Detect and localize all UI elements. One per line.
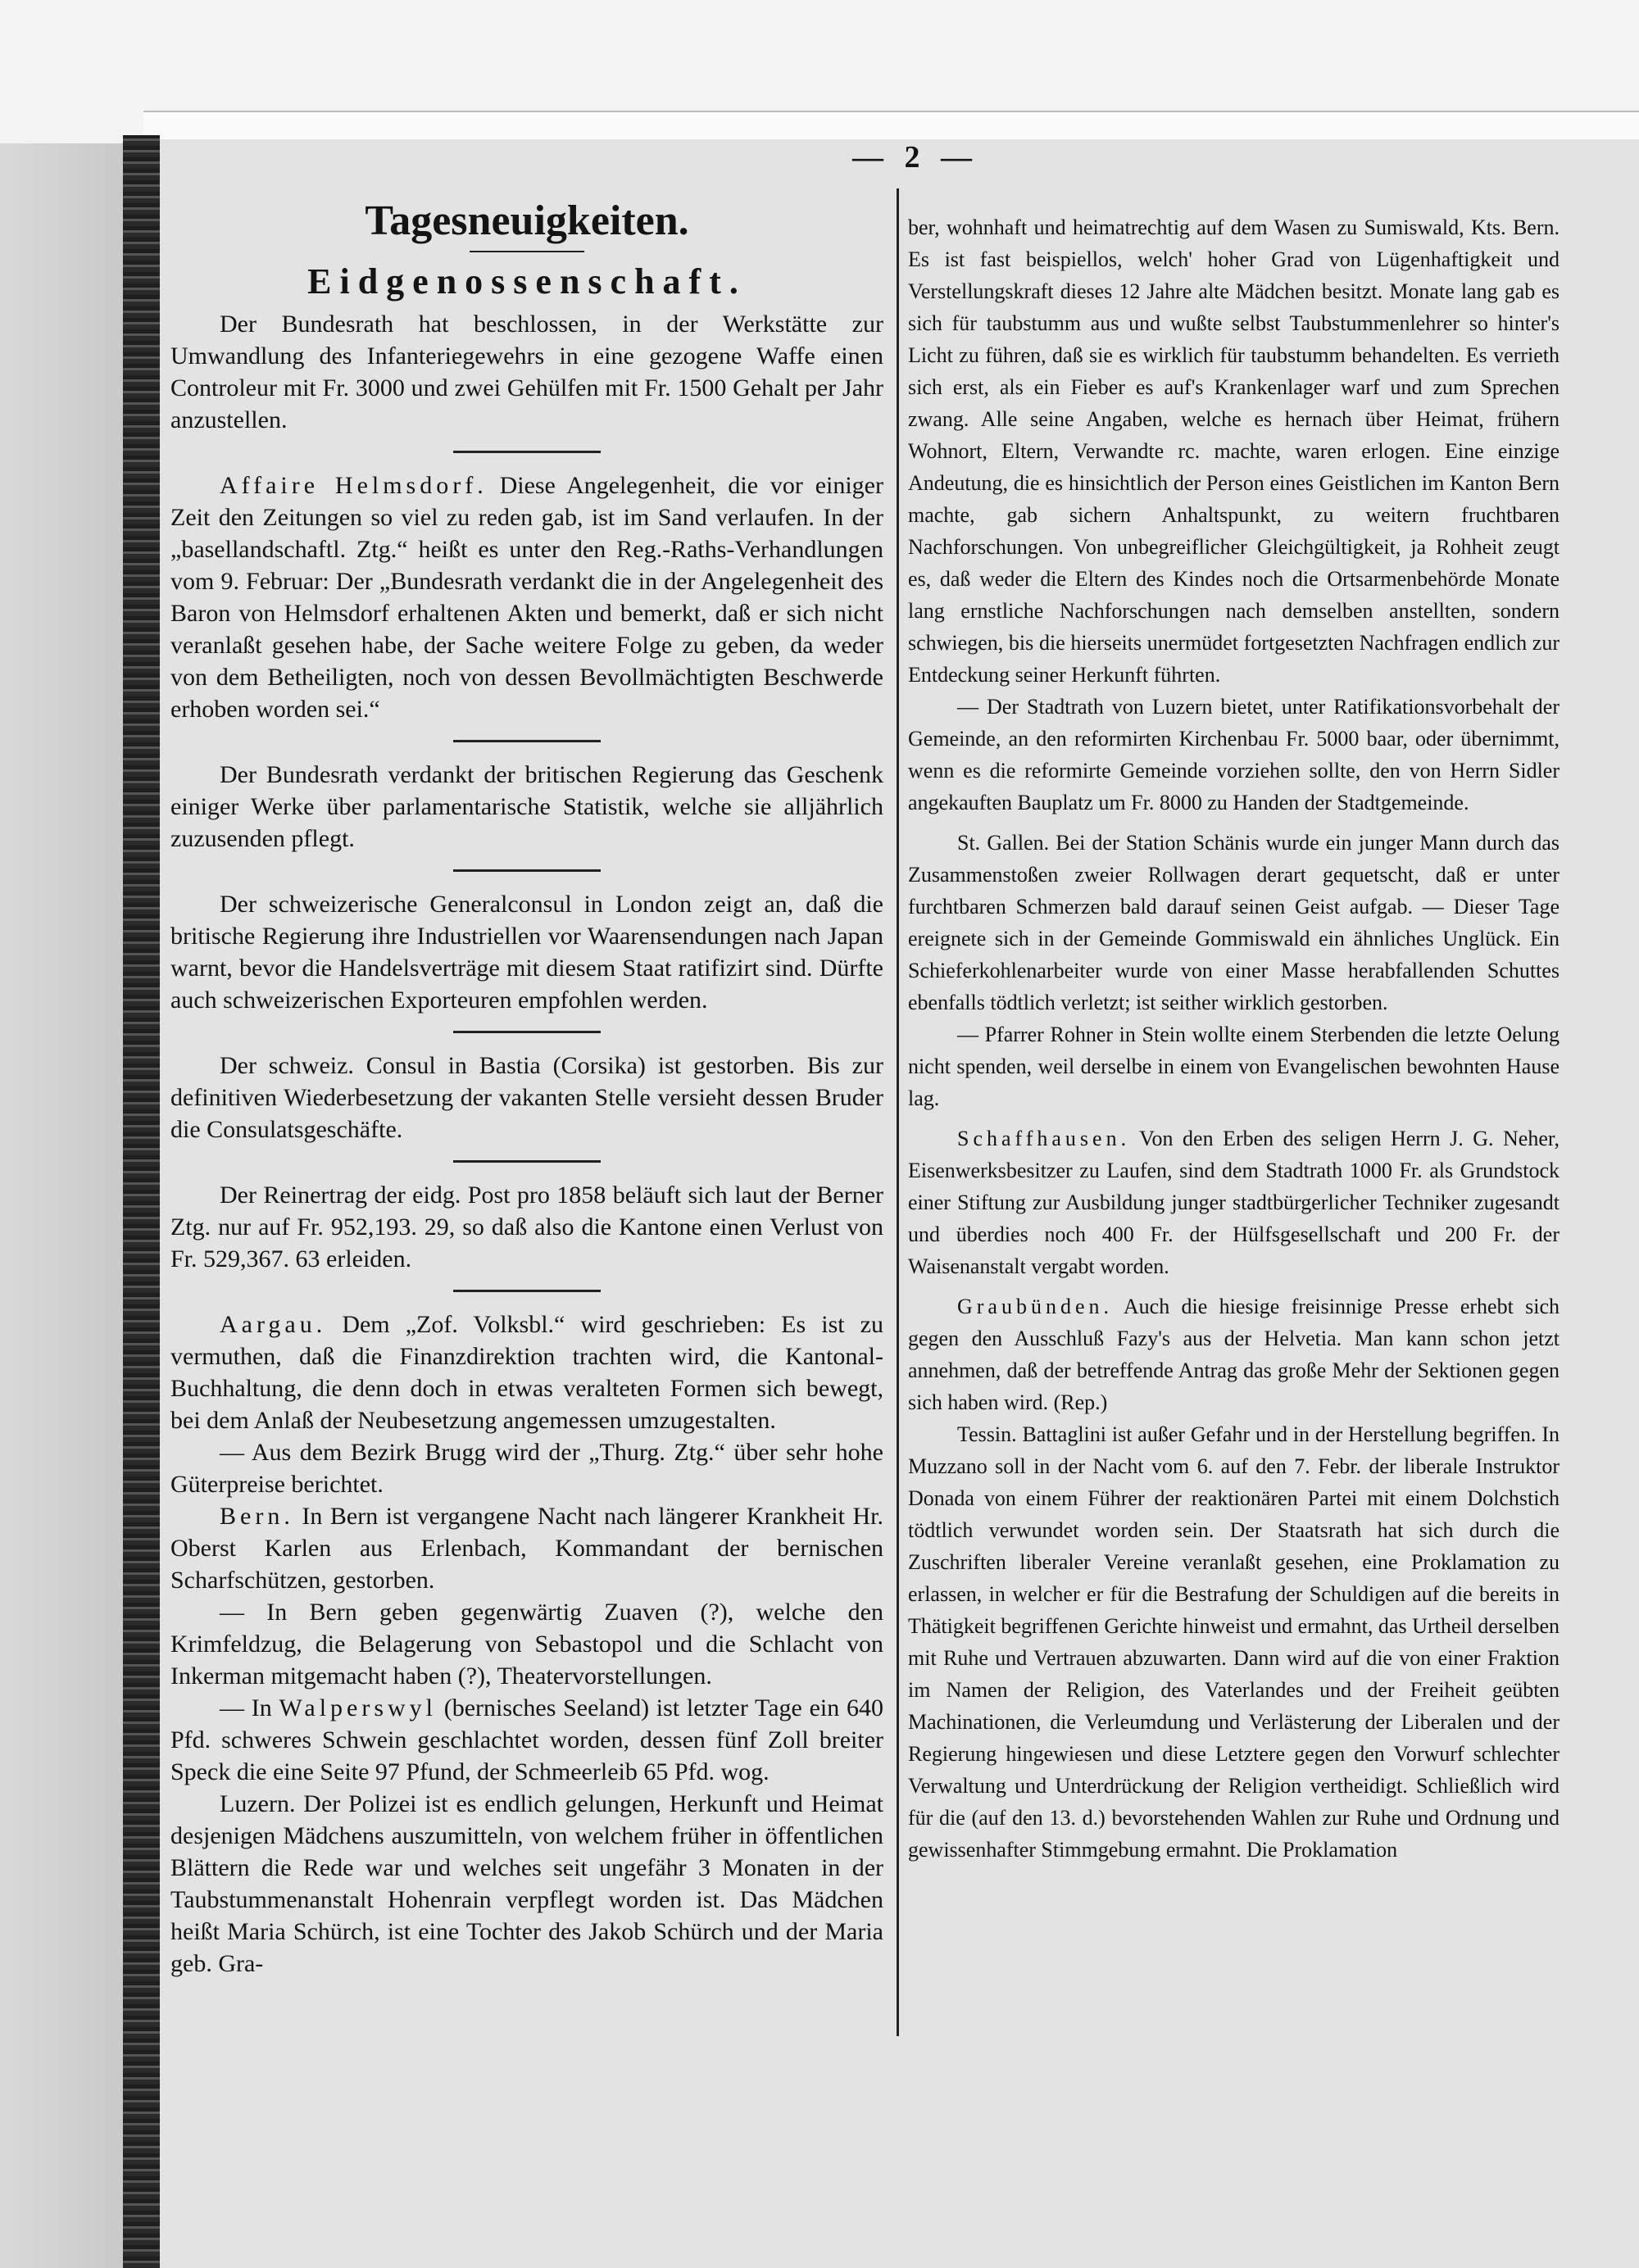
canton-lead: Bern. [220, 1503, 294, 1530]
canton-lead: Aargau. [220, 1311, 327, 1338]
article-lead: Affaire Helmsdorf. [220, 472, 488, 499]
article-divider [453, 451, 601, 453]
canton-paragraph: Bern. In Bern ist vergangene Nacht nach längerer Krankheit Hr. Oberst Karlen aus Erlenbach, Kommandant der bernischen Scharfschützen, gestorben. [170, 1503, 883, 1594]
canton-lead: Tessin. [957, 1422, 1017, 1446]
article-divider [453, 1290, 601, 1292]
right-column [908, 211, 1560, 1866]
canton-paragraph: — Aus dem Bezirk Brugg wird der „Thurg. Ztg.“ über sehr hohe Güterpreise berichtet. [170, 1439, 883, 1498]
title-divider [470, 251, 584, 252]
article-paragraph: Der Bundesrath hat beschlossen, in der Werkstätte zur Umwandlung des Infanteriegewehrs in eine gezogene Waffe einen Controleur mit Fr. 3000 und zwei Gehülfen mit Fr. 1500 Gehalt per Jahr anzustellen. [170, 311, 883, 433]
article-divider [453, 1031, 601, 1033]
article-paragraph: Der schweiz. Consul in Bastia (Corsika) ist gestorben. Bis zur definitiven Wiederbesetzung der vakanten Stelle versieht dessen Bruder die Consulatsgeschäfte. [170, 1052, 883, 1143]
article-divider [453, 869, 601, 872]
canton-lead: St. Gallen. [957, 831, 1050, 855]
book-binding [123, 135, 160, 2268]
article-paragraph: Der Reinertrag der eidg. Post pro 1858 beläuft sich laut der Berner Ztg. nur auf Fr. 952,193. 29, so daß also die Kantone einen Verlust von Fr. 529,367. 63 erleiden. [170, 1182, 883, 1272]
canton-paragraph: — In Walperswyl (bernisches Seeland) ist letzter Tage ein 640 Pfd. schweres Schwein geschlachtet worden, dessen fünf Zoll breiter Speck die eine Seite 97 Pfund, der Schmeerleib 65 Pfd. wog. [170, 1694, 883, 1785]
place-lead: Walperswyl [279, 1694, 438, 1721]
page-number: — 2 — [852, 140, 978, 175]
canton-paragraph: — In Bern geben gegenwärtig Zuaven (?), welche den Krimfeldzug, die Belagerung von Sebastopol und die Schlacht von Inkerman mitgemacht haben (?), Theatervorstellungen. [170, 1599, 883, 1690]
article-paragraph: Der Bundesrath verdankt der britischen Regierung das Geschenk einiger Werke über parlamentarische Statistik, welche sie alljährlich zuzusenden pflegt. [170, 761, 883, 852]
news-paragraph: St. Gallen. Bei der Station Schänis wurde ein junger Mann durch das Zusammenstoßen zweier Rollwagen derart gequetscht, daß er unter furchtbaren Schmerzen bald darauf seinen Geist aufgab. — Dieser Tage ereignete sich in der Gemeinde Gommiswald ein ähnliches Unglück. Ein Schieferkohlenarbeiter wurde von einer Masse herabfallenden Schuttes ebenfalls tödtlich verletzt; ist seither wirklich gestorben. [908, 831, 1560, 1014]
continued-paragraph: ber, wohnhaft und heimatrechtig auf dem Wasen zu Sumiswald, Kts. Bern. Es ist fast beispiellos, welch' hoher Grad von Lügenhaftigkeit und Verstellungskraft dieses 12 Jahre alte Mädchen besitzt. Monate lang gab es sich für taubstumm aus und wußte selbst Taubstummenlehrer so hinter's Licht zu führen, daß sie es wirklich für taubstumm behandelten. Es verrieth sich erst, als ein Fieber es auf's Krankenlager warf und zum Sprechen zwang. Alle seine Angaben, welche es hernach über Heimat, frühern Wohnort, Eltern, Verwandte rc. machte, waren erlogen. Eine einzige Andeutung, die es hinsichtlich der Person eines Geistlichen im Kanton Bern machte, gab sichern Anhaltspunkt, zu weitern fruchtbaren Nachforschungen. Von unbegreiflicher Gleichgültigkeit, ja Rohheit zeugt es, daß weder die Eltern des Kindes noch die Ortsarmenbehörde Monate lang ernstliche Nachforschungen nach demselben anstellten, sondern schwiegen, bis die hierseits unermüdet fortgesetzten Nachfragen endlich zur Entdeckung seiner Herkunft führten. [908, 215, 1560, 687]
canton-paragraph: Luzern. Der Polizei ist es endlich gelungen, Herkunft und Heimat desjenigen Mädchens auszumitteln, von welchem früher in öffentlichen Blättern die Rede war und welches seit ungefähr 3 Monaten in der Taubstummenanstalt Hohenrain verpflegt worden ist. Das Mädchen heißt Maria Schürch, ist eine Tochter des Jakob Schürch und der Maria geb. Gra- [170, 1790, 883, 1977]
canton-lead: Graubünden. [957, 1295, 1114, 1318]
scan-left-margin [0, 143, 123, 2268]
news-paragraph: — Der Stadtrath von Luzern bietet, unter Ratifikationsvorbehalt der Gemeinde, an den reformirten Kirchenbau Fr. 5000 baar, oder übernimmt, wenn es die reformirte Gemeinde vorziehen sollte, den von Herrn Sidler angekauften Bauplatz um Fr. 8000 zu Handen der Stadtgemeinde. [908, 695, 1560, 814]
news-paragraph: Tessin. Battaglini ist außer Gefahr und in der Herstellung begriffen. In Muzzano soll in der Nacht vom 6. auf den 7. Febr. der liberale Instruktor Donada von einem Führer der reaktionären Partei mit einem Dolchstich tödtlich verwundet worden sein. Der Staatsrath hat sich durch die Zuschriften liberaler Vereine veranlaßt gesehen, eine Proklamation zu erlassen, in welcher er für die Bestrafung der Schuldigen auf die bereits in Thätigkeit begriffenen Gerichte hinweist und ermahnt, das Urtheil derselben mit Ruhe und Vertrauen abzuwarten. Dann wird auf die von einer Fraktion im Namen der Religion, des Vaterlandes und der Freiheit geübten Machinationen, die Verleumdung und Verlästerung der Liberalen und der Regierung hingewiesen und diese Letztere gegen den Vorwurf schlechter Verwaltung und Unterdrückung der Religion vertheidigt. Schließlich wird für die (auf den 13. d.) bevorstehenden Wahlen zur Ruhe und Ordnung und gewissenhafter Stimmgebung ermahnt. Die Proklamation [908, 1422, 1560, 1862]
news-paragraph: Graubünden. Auch die hiesige freisinnige Presse erhebt sich gegen den Ausschluß Fazy's aus der Helvetia. Man kann schon jetzt annehmen, daß der betreffende Antrag das große Mehr der Sektionen gegen sich haben wird. (Rep.) [908, 1295, 1560, 1414]
canton-paragraph: Aargau. Dem „Zof. Volksbl.“ wird geschrieben: Es ist zu vermuthen, daß die Finanzdirektion trachten wird, die Kantonal-Buchhaltung, die denn doch in etwas veralteten Formen sich bewegt, bei dem Anlaß der Neubesetzung angemessen umzugestalten. [170, 1311, 883, 1434]
article-divider [453, 740, 601, 742]
canton-lead: Schaffhausen. [957, 1127, 1131, 1150]
left-column [170, 197, 883, 1980]
subsection-title: Eidgenossenschaft. [307, 261, 747, 302]
article-paragraph: Affaire Helmsdorf. Diese Angelegenheit, die vor einiger Zeit den Zeitungen so viel zu reden gab, ist im Sand verlaufen. In der „basellandschaftl. Ztg.“ heißt es unter den Reg.-Raths-Verhandlungen vom 9. Februar: Der „Bundesrath verdankt die in der Angelegenheit des Baron von Helmsdorf erhaltenen Akten und bemerkt, daß er sich nicht veranlaßt gesehen habe, der Sache weitere Folge zu geben, da weder von dem Betheiligten, noch von dessen Bevollmächtigten Beschwerde erhoben worden sei.“ [170, 472, 883, 723]
column-divider [897, 188, 899, 2036]
canton-lead: Luzern. [220, 1790, 296, 1817]
section-title: Tagesneuigkeiten. [365, 197, 689, 244]
article-paragraph: Der schweizerische Generalconsul in London zeigt an, daß die britische Regierung ihre Industriellen vor Waarensendungen nach Japan warnt, bevor die Handelsverträge mit diesem Staat ratifizirt sind. Dürfte auch schweizerischen Exporteuren empfohlen werden. [170, 891, 883, 1014]
news-paragraph: Schaffhausen. Von den Erben des seligen Herrn J. G. Neher, Eisenwerksbesitzer zu Laufen, sind dem Stadtrath 1000 Fr. als Grundstock einer Stiftung zur Ausbildung junger stadtbürgerlicher Techniker zugesandt und überdies noch 400 Fr. der Hülfsgesellschaft und 200 Fr. der Waisenanstalt vergabt worden. [908, 1127, 1560, 1278]
article-divider [453, 1160, 601, 1163]
news-paragraph: — Pfarrer Rohner in Stein wollte einem Sterbenden die letzte Oelung nicht spenden, weil derselbe in einem von Evangelischen bewohnten Hause lag. [908, 1023, 1560, 1110]
